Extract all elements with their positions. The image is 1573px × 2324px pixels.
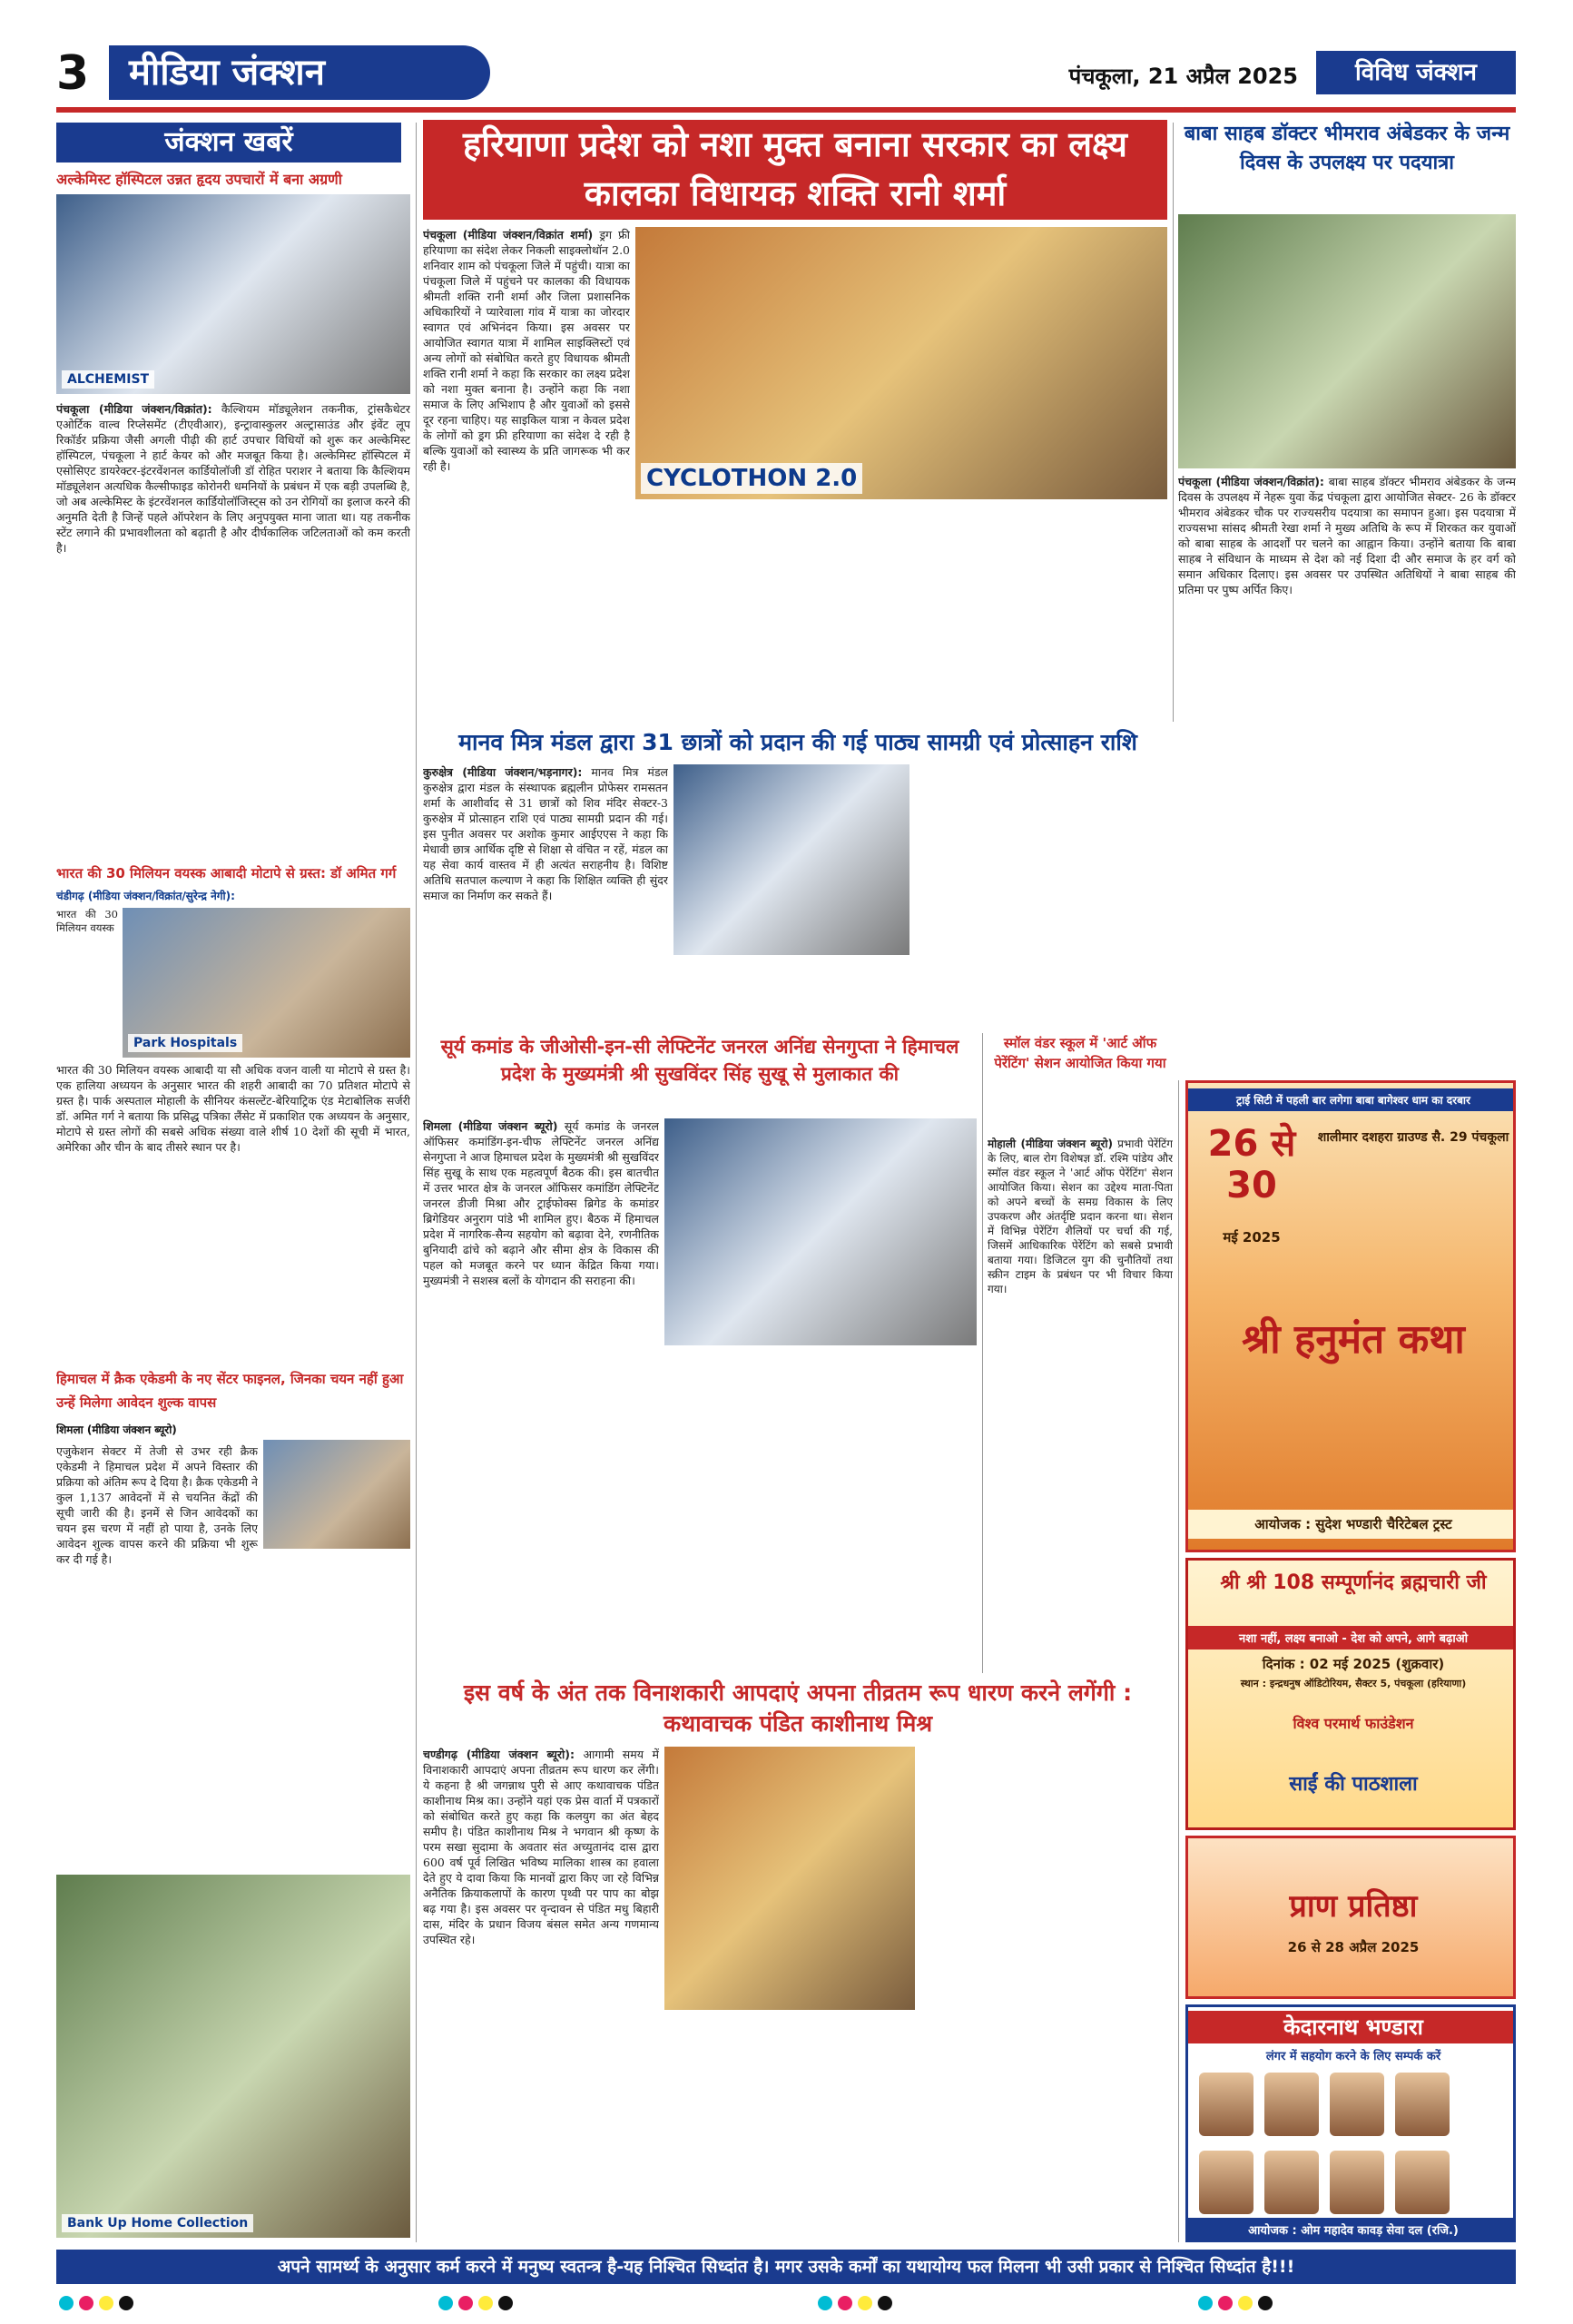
junction-news-banner: जंक्शन खबरें <box>56 123 401 162</box>
kedarnath-bhandara-ad <box>1185 2004 1516 2242</box>
story2-photo-label: Park Hospitals <box>128 1034 242 1052</box>
manav-body-cont <box>915 764 1173 1028</box>
story1-dateline: पंचकूला (मीडिया जंक्शन/विक्रांत): <box>56 402 212 416</box>
katha-body-cont2 <box>664 2015 915 2241</box>
column-rule-left <box>416 123 417 2242</box>
army-photo <box>664 1118 977 1345</box>
avatar <box>1199 2073 1253 2136</box>
story1-photo <box>56 194 410 394</box>
story1-body <box>56 401 410 855</box>
ad3-title: प्राण प्रतिष्ठा <box>1289 1888 1418 1925</box>
lead-photo <box>635 227 1167 499</box>
lead-headline: हरियाणा प्रदेश को नशा मुक्त बनाना सरकार का लक्ष्य कालका विधायक शक्ति रानी शर्मा <box>423 120 1167 220</box>
masthead-rule <box>56 107 1516 113</box>
lead-dateline: पंचकूला (मीडिया जंक्शन/विक्रांत शर्मा) <box>423 228 594 241</box>
avatar <box>1395 2073 1450 2136</box>
manav-headline: मानव मित्र मंडल द्वारा 31 छात्रों को प्रदान की गई पाठ्य सामग्री एवं प्रोत्साहन राशि <box>458 729 1137 755</box>
story2-headline: भारत की 30 मिलियन वयस्क आबादी मोटापे से ग्रस्त: डॉ अमित गर्ग <box>56 865 397 881</box>
ambedkar-text: बाबा साहब डॉक्टर भीमराव अंबेडकर के जन्म दिवस के उपलक्ष्य में नेहरू युवा केंद्र पंचकूला द्वारा आयोजित सेक्टर- 26 के डॉक्टर भीमराव अंबेडकर चौक पर राज्यसरीय पदयात्रा का समापन हुआ। इस पदयात्रा में राज्यसभा सांसद श्रीमती रेखा शर्मा ने मुख्य अतिथि के रूप में शिरकत कर युवाओं को बाबा साहब के आदर्शों पर चलने का आह्वान किया। उन्होंने बताया कि बाबा साहब ने संविधान के माध्यम से देश को नई दिशा दी और समाज के हर वर्ग को समान अधिकार दिलाए। इस अवसर पर उपस्थित अतिथियों ने बाबा साहब की प्रतिमा पर पुष्प अर्पित किए। <box>1178 475 1516 596</box>
story3-photo-portrait <box>263 1440 410 1549</box>
story3-body: एजुकेशन सेक्टर में तेजी से उभर रही क्रैक एकेडमी ने हिमाचल प्रदेश में अपने विस्तार की प्रक्रिया को अंतिम रूप दे दिया है। क्रैक एकेडमी ने कुल 1,137 आवेदनों में से चयनित केंद्रों की सूची जारी की है। इनमें से जिन आवेदकों का चयन इस चरण में नहीं हो पाया है, उनके लिए आवेदन शुल्क वापस करने की प्रक्रिया भी शुरू कर दी गई है। <box>56 1444 258 1566</box>
lead-photo-label: CYCLOTHON 2.0 <box>641 463 862 494</box>
ambedkar-dateline: पंचकूला (मीडिया जंक्शन/विक्रांत): <box>1178 475 1324 488</box>
hanuman-katha-ad <box>1185 1080 1516 1552</box>
ad2-venue: स्थान : इन्द्रधनुष ऑडिटोरियम, सैक्टर 5, पंचकूला (हरियाणा) <box>1240 1678 1467 1689</box>
page-number: 3 <box>56 46 90 101</box>
lead-body-cont <box>635 505 1167 718</box>
story2-photo <box>123 908 410 1058</box>
manav-dateline: कुरुक्षेत्र (मीडिया जंक्शन/भड़नागर): <box>423 765 583 779</box>
ad2-org: विश्व परमार्थ फाउंडेशन <box>1293 1715 1414 1732</box>
ad1-title: श्री हनुमंत कथा <box>1242 1316 1465 1363</box>
ad1-venue: शालीमार दशहरा ग्राउण्ड सै. 29 पंचकूला <box>1317 1130 1509 1145</box>
katha-photo <box>664 1747 915 2010</box>
katha-headline: इस वर्ष के अंत तक विनाशकारी आपदाएं अपना तीव्रतम रूप धारण करने लगेंगी : कथावाचक पंडित काशीनाथ मिश्र <box>463 1679 1133 1737</box>
paper-logo: मीडिया जंक्शन <box>109 45 490 100</box>
lead-text: ड्रग फ्री हरियाणा का संदेश लेकर निकली साइक्लोथॉन 2.0 शनिवार शाम को पंचकूला जिले में पहुंची। यात्रा का पंचकूला जिले में पहुंचने पर कालका की विधायक श्रीमती शक्ति रानी शर्मा और जिला प्रशासनिक अधिकारियों ने प्यारेवाला गांव में यात्रा का जोरदार स्वागत एवं अभिनंदन किया। इस अवसर पर आयोजित स्वागत यात्रा में शामिल साइक्लिस्टों एवं अन्य लोगों को संबोधित करते हुए विधायक श्रीमती शक्ति रानी शर्मा ने कहा कि सरकार का लक्ष्य प्रदेश को नशा मुक्त बनाना है। उन्होंने कहा कि नशा समाज के लिए अभिशाप है और युवाओं को इससे दूर रहना चाहिए। यह साइकिल यात्रा न केवल प्रदेश के लोगों को ड्रग फ्री हरियाणा का संदेश दे रही है बल्कि युवाओं को स्वास्थ्य के प्रति जागरूक भी कर रही है। <box>423 228 630 473</box>
manav-text: मानव मित्र मंडल कुरुक्षेत्र द्वारा मंडल के संस्थापक ब्रह्मलीन प्रोफेसर रामसतन शर्मा के आशीर्वाद से 31 छात्रों को शिव मंदिर सेक्टर-3 कुरुक्षेत्र में प्रोत्साहन राशि एवं पाठ्य सामग्री प्रदान की गई। इस पुनीत अवसर पर अशोक कुमार आईएएस ने कहा कि मेधावी छात्र आर्थिक दृष्टि से शिक्षा से वंचित न रहें, मंडल का यह सेवा कार्य वास्तव में ही अत्यंत सराहनीय है। विशिष्ट अतिथि सतपाल कल्याण ने कहा कि शिक्षित व्यक्ति ही सुंदर समाज का निर्माण कर सकते हैं। <box>423 765 668 902</box>
column-rule-school <box>982 1033 983 1673</box>
story2-intro: भारत की 30 मिलियन वयस्क <box>56 908 118 934</box>
manav-photo <box>673 764 909 955</box>
story1-photo-label: ALCHEMIST <box>62 370 154 389</box>
ambedkar-body <box>1178 474 1516 1073</box>
army-text: सूर्य कमांड के जनरल ऑफिसर कमांडिंग-इन-चीफ लेफ्टिनेंट जनरल अनिंद्य सेनगुप्ता ने आज हिमाचल प्रदेश के मुख्यमंत्री श्री सुखविंदर सिंह सुखू के साथ एक महत्वपूर्ण बैठक की। इस बातचीत में उत्तर भारत क्षेत्र के जनरल ऑफिसर कमांडिंग लेफ्टिनेंट जनरल डीजी मिश्रा और ट्राईफोक्स ब्रिगेड के कमांडर ब्रिगेडियर अनुराग पांडे भी शामिल हुए। बैठक में हिमाचल प्रदेश में नागरिक-सैन्य सहयोग को बढ़ावा देने, रणनीतिक बुनियादी ढांचे को बढ़ाने और सीमा क्षेत्र के विकास की पहल को मजबूत करने पर ध्यान केंद्रित किया गया। मुख्यमंत्री ने सशस्त्र बलों के योगदान की सराहना की। <box>423 1119 659 1287</box>
story3-dateline: शिमला (मीडिया जंक्शन ब्यूरो) <box>56 1423 177 1436</box>
avatar <box>1395 2151 1450 2214</box>
ad2-banner: साईं की पाठशाला <box>1289 1773 1418 1796</box>
page-dateline: पंचकूला, 21 अप्रैल 2025 <box>1068 64 1298 89</box>
ad1-top: ट्राई सिटी में पहली बार लगेगा बाबा बागेश्वर धाम का दरबार <box>1188 1088 1516 1111</box>
story3-photo <box>56 1875 410 2238</box>
katha-text: आगामी समय में विनाशकारी आपदाएं अपना तीव्रतम रूप धारण कर लेंगी। ये कहना है श्री जगन्नाथ पुरी से आए कथावाचक पंडित काशीनाथ मिश्र का। उन्होंने यहां एक प्रेस वार्ता में पत्रकारों को संबोधित करते हुए कहा कि कलयुग का अंत बेहद समीप है। पंडित काशीनाथ मिश्र ने भगवान श्री कृष्ण के परम सखा सुदामा के अवतार संत अच्युतानंद दास द्वारा 600 वर्ष पूर्व लिखित भविष्य मालिका शास्त्र का हवाला देते हुए ये दावा किया कि मानवों द्वारा किए जा रहे विभिन्न अनैतिक क्रियाकलापों के कारण पृथ्वी पर पाप का बोझ बढ़ गया है। इस अवसर पर वृन्दावन से पंडित मधु बिहारी दास, मंदिर के प्रधान विजय बंसल समेत अन्य गणमान्य उपस्थित रहे। <box>423 1748 659 1946</box>
member-avatars <box>1194 2067 1513 2212</box>
ad4-title: केदारनाथ भण्डारा <box>1188 2011 1516 2043</box>
school-text: प्रभावी पेरेंटिंग के लिए, बाल रोग विशेषज्ञ डॉ. रश्मि पांडेय और स्मॉल वंडर स्कूल ने 'आर्ट ऑफ पेरेंटिंग' सेशन आयोजित किया। सेशन का उद्देश्य माता-पिता को अपने बच्चों के समग्र विकास के लिए उपकरण और अंतर्दृष्टि प्रदान करना था। सेशन में विभिन्न पेरेंटिंग शैलियों पर चर्चा की गई, जिसमें आधिकारिक पेरेंटिंग को सबसे प्रभावी बताया गया। डिजिटल युग की चुनौतियों तथा स्क्रीन टाइम के प्रबंधन पर भी विचार किया गया। <box>988 1137 1173 1295</box>
section-label: विविध जंक्शन <box>1316 51 1516 94</box>
avatar <box>1330 2073 1384 2136</box>
ad4-organizer: आयोजक : ओम महादेव कावड़ सेवा दल (रजि.) <box>1188 2218 1516 2241</box>
footer-quote: अपने सामर्थ्य के अनुसार कर्म करने में मनुष्य स्वतन्त्र है-यह निश्चित सिध्दांत है। मगर उसके कर्मों का यथायोग्य फल मिलना भी उसी प्रकार से निश्चित सिध्दांत है!!! <box>56 2250 1516 2284</box>
ad1-dates: 26 से 30 <box>1207 1123 1296 1206</box>
school-headline: स्मॉल वंडर स्कूल में 'आर्ट ऑफ पेरेंटिंग' सेशन आयोजित किया गया <box>994 1035 1166 1071</box>
army-body-cont <box>664 1351 977 1672</box>
ad4-subtitle: लंगर में सहयोग करने के लिए सम्पर्क करें <box>1265 2050 1441 2063</box>
column-rule-lead <box>1173 123 1174 722</box>
ambedkar-photo <box>1178 214 1516 468</box>
story2-dateline: चंडीगढ़ (मीडिया जंक्शन/विक्रांत/सुरेन्द्र नेगी): <box>56 890 235 902</box>
ad2-top: श्री श्री 108 सम्पूर्णानंद ब्रह्मचारी जी <box>1220 1571 1487 1594</box>
story3-body-cont <box>263 1554 410 1863</box>
army-headline: सूर्य कमांड के जीओसी-इन-सी लेफ्टिनेंट जनरल अनिंद्य सेनगुप्ता ने हिमाचल प्रदेश के मुख्यमंत्री श्री सुखविंदर सिंह सुखू से मुलाकात की <box>440 1036 959 1085</box>
story2-body: भारत की 30 मिलियन वयस्क आबादी या सौ अधिक वजन वाली या मोटापे से ग्रस्त है। एक हालिया अध्ययन के अनुसार भारत की शहरी आबादी का 70 प्रतिशत मोटापे से ग्रस्त है। पार्क अस्पताल मोहाली के सीनियर कंसल्टेंट-बेरियाट्रिक एंड मेटाबोलिक सर्जरी डॉ. अमित गर्ग ने बताया कि प्रसिद्ध पत्रिका लैंसेट में प्रकाशित एक अध्ययन के अनुसार, मोटापे से ग्रस्त लोगों की सबसे अधिक संख्या वाले शीर्ष 10 देशों की सूची में भारत, अमेरिका और चीन के बाद तीसरे स्थान पर है। <box>56 1063 410 1154</box>
column-rule-right <box>1178 1080 1179 2242</box>
ad1-month: मई 2025 <box>1223 1229 1281 1246</box>
brahmachari-ad <box>1185 1558 1516 1830</box>
katha-body-cont <box>920 1747 1173 2241</box>
army-body <box>423 1118 659 1672</box>
katha-body <box>423 1747 659 2241</box>
ambedkar-headline: बाबा साहब डॉक्टर भीमराव अंबेडकर के जन्म दिवस के उपलक्ष्य पर पदयात्रा <box>1184 123 1510 174</box>
avatar <box>1264 2073 1319 2136</box>
story1-text: कैल्शियम मॉड्यूलेशन तकनीक, ट्रांसकैथेटर एओर्टिक वाल्व रिप्लेसमेंट (टीएवीआर), इन्ट्रावास्कुलर अल्ट्रासाउंड और इंवेंट लूप रिकॉर्डर प्रक्रिया जैसी अगली पीढ़ी की हार्ट उपचार विधियों को शुरू कर अल्केमिस्ट हॉस्पिटल, पंचकूला ने हार्ट केयर को और मजबूत किया है। अल्केमिस्ट हॉस्पिटल में एसोसिएट डायरेक्टर-इंटरवेंशनल कार्डियोलॉजी डॉ रोहित पराशर ने बताया कि कैल्शियम मॉड्यूलेशन अत्यधिक कैल्सीफाइड कोरोनरी धमनियों के प्रबंधन में एक बड़ी उपलब्धि है, जो अब अल्केमिस्ट के इंटरवेंशनल कार्डियोलॉजिस्ट्स को उन रोगियों का इलाज करने की अनुमति देती है जिन्हें पहले ऑपरेशन के लिए अनुपयुक्त माना जाता था। यह तकनीक स्टेंट लगाने की प्रभावशीलता को बढ़ाती है और दीर्घकालिक जटिलताओं को कम करती है। <box>56 402 410 555</box>
avatar <box>1199 2151 1253 2214</box>
avatar <box>1264 2151 1319 2214</box>
avatar <box>1330 2151 1384 2214</box>
army-dateline: शिमला (मीडिया जंक्शन ब्यूरो) <box>423 1119 558 1133</box>
katha-dateline: चण्डीगढ़ (मीडिया जंक्शन ब्यूरो): <box>423 1748 575 1761</box>
lead-body <box>423 227 630 717</box>
story3-headline: हिमाचल में क्रैक एकेडमी के नए सेंटर फाइनल, जिनका चयन नहीं हुआ उन्हें मिलेगा आवेदन शुल्क वापस <box>56 1371 404 1411</box>
ad1-organizer: आयोजक : सुदेश भण्डारी चैरिटेबल ट्रस्ट <box>1188 1510 1516 1539</box>
manav-body <box>423 764 668 1028</box>
story1-headline: अल्केमिस्ट हॉस्पिटल उन्नत हृदय उपचारों में बना अग्रणी <box>56 171 342 188</box>
ad2-date: दिनांक : 02 मई 2025 (शुक्रवार) <box>1262 1656 1445 1672</box>
registration-marks <box>56 2293 1516 2315</box>
school-dateline: मोहाली (मीडिया जंक्शन ब्यूरो) <box>988 1137 1113 1150</box>
school-body <box>988 1137 1173 1672</box>
ad2-slogan: नशा नहीं, लक्ष्य बनाओ - देश को अपने, आगे बढ़ाओ <box>1188 1626 1516 1649</box>
ad3-date: 26 से 28 अप्रैल 2025 <box>1287 1939 1420 1955</box>
story3-photo-label: Bank Up Home Collection <box>62 2214 253 2232</box>
pran-pratishtha-ad <box>1185 1836 1516 1999</box>
